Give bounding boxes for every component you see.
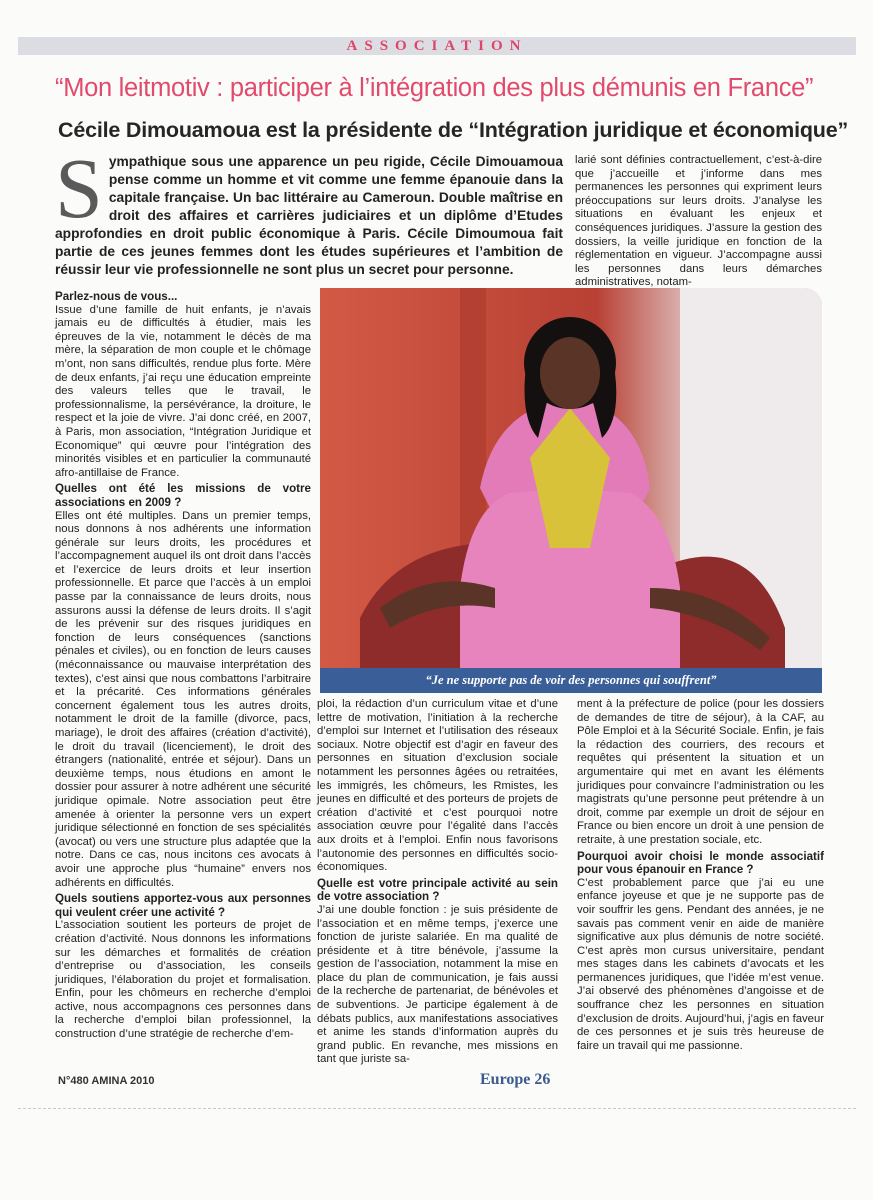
photo-caption: “Je ne supporte pas de voir des personnes qui souffrent”	[425, 673, 717, 687]
section-page-number: Europe 26	[480, 1071, 551, 1088]
headline: “Mon leitmotiv : participer à l’intégration des plus démunis en France”	[55, 74, 814, 102]
article-column-3	[575, 154, 822, 290]
section-label: ASSOCIATION	[346, 38, 528, 54]
answer-4: J’ai une double fonction : je suis présidente de l’association et en même temps, j’exerce une fonction de juriste salariée. En ma qualité de présidente et à titre bénévole, j’assume la gestion de l’association, notamment la mise en place du plan de communication, je fais aussi de la recherche de partenariat, de bénévoles et de subventions. Je participe également à de débats publics, aux manifestations associatives et anime les stands d’information auprès du grand public. En revanche, mes missions en tant que juriste sa-	[317, 903, 558, 1066]
photo-caption-bar	[320, 668, 822, 693]
dropcap: S	[55, 140, 103, 236]
section-banner	[18, 37, 856, 55]
article-column-2	[317, 698, 558, 1067]
answer-5: C’est probablement parce que j’ai eu une enfance joyeuse et que je ne supporte pas de voir souffrir les gens. Pendant des années, je ne savais pas comment venir en aide de manière significative aux plus démunis de notre société. C’est après mon cursus universitaire, pendant mes stages dans les cabinets d’avocats et les permanences juridiques, que l’idée m’est venue. J’ai observé des phénomènes d’angoisse et de souffrance chez les personnes en situation d’exclusion de droits. Aujourd’hui, j’agis en faveur de ces personnes et je suis très heureuse de faire un travail qui me passionne.	[577, 876, 824, 1052]
answer-3-continued: ploi, la rédaction d’un curriculum vitae et d’une lettre de motivation, l’initiation à la recherche d’emploi sur Internet et l’utilisation des réseaux sociaux. Notre objectif est d’agir en faveur des personnes en situation d’exclusion sociale notamment les personnes âgées ou retraitées, les immigrés, les chômeurs, les Rmistes, les jeunes en difficulté et des porteurs de projets de création d’activité et c’est pourquoi notre association œuvre pour l’égalité dans l’accès aux droits et à l’emploi. Enfin nous favorisons l’autonomie des personnes en difficultés socio-économiques.	[317, 698, 558, 874]
question-5: Pourquoi avoir choisi le monde associatif pour vous épanouir en France ?	[577, 849, 824, 877]
answer-2: Elles ont été multiples. Dans un premier temps, nous donnons à nos adhérents une information générale sur leurs droits, les procédures et l’accompagnement auquel ils ont droit dans l’accès et l’exercice de leurs droits et leur insertion professionnelle. Et parce que l’accès à un emploi passe par la connaissance de leurs droits, nous assurons aussi la défense de leurs droits. Il s’agit de les prévenir sur des risques juridiques en fonction de leurs conséquences (sanctions pénales et civiles), ou en fonction de leurs causes (méconnaissance ou mauvaise interprétation des textes), c’est ainsi que nous combattons l’arbitraire et la précarité. Ces informations générales concernent également tous les autres droits, notamment le droit de la famille (divorce, pacs, mariage), le droit des affaires (création d’activité), le droit du travail (licenciement), le droit des étrangers (nationalité, entrée et séjour). Dans un deuxième temps, nous étudions en amont le dossier pour assurer à notre adhérent une sécurité juridique opimale. Notre association peut être amenée à orienter la personne vers un expert juridique sélectionné en fonction de ses spécialités (avocat) ou vers une structure plus adaptée que la notre. Dans ce cas, nous incitons ces avocats à avoir une approche plus “humaine” envers nos adhérents en difficultés.	[55, 509, 311, 889]
article-column-4	[577, 698, 824, 1053]
bottom-divider	[18, 1108, 856, 1110]
question-2: Quelles ont été les missions de votre associations en 2009 ?	[55, 482, 311, 509]
question-3: Quels soutiens apportez-vous aux personnes qui veulent créer une activité ?	[55, 892, 311, 919]
intro-text: ympathique sous une apparence un peu rigide, Cécile Dimouamoua pense comme un homme et vit comme une femme épanouie dans la capitale française. Un bac littéraire au Cameroun. Double maîtrise en droit des affaires et carrières judiciaires et un diplôme d’Etudes approfondies en droit public économique à Paris. Cécile Dimoumoua fait partie de ces jeunes femmes dont les études supérieures et l’ambition de réussir leur vie professionnelle ne sont plus un secret pour personne.	[55, 154, 563, 277]
portrait-illustration	[320, 288, 822, 693]
answer-4-continued-2: ment à la préfecture de police (pour les dossiers de demandes de titre de séjour), à la CAF, au Pôle Emploi et à la Sécurité Sociale. Enfin, je fais la rédaction des courriers, des recours et requêtes qui présentent la situation et un argumentaire qui met en avant les éléments juridiques pour convaincre l’administration ou les magistrats qu’une personne peut prétendre à un droit, comme par exemple un droit de séjour en France ou bien encore un droit à une pension de retraite, à une prestation sociale, etc.	[577, 698, 824, 846]
intro-paragraph	[55, 140, 563, 279]
question-4: Quelle est votre principale activité au sein de votre association ?	[317, 876, 558, 904]
answer-1: Issue d’une famille de huit enfants, je n’avais jamais eu de difficultés à étudier, mais les épreuves de la vie, notamment le décès de ma mère, la séparation de mon couple et le chômage m’ont, non sans difficultés, rendue plus forte. Mère de deux enfants, j’ai reçu une éducation empreinte des valeurs telles que le travail, le professionnalisme, la persévérance, la droiture, le respect et la joie de vivre. J’ai donc créé, en 2007, à Paris, mon association, “Intégration Juridique et Economique” qui œuvre pour l’intégration des minorités visibles et en particulier la communauté afro-antillaise de France.	[55, 303, 311, 479]
answer-4-continued: larié sont définies contractuellement, c’est-à-dire que j’accueille et j’informe dans mes permanences les personnes qui expriment leurs préoccupations sur leurs droits. J’analyse les situations en évaluant les enjeux et conséquences juridiques. J’assure la gestion des dossiers, la veille juridique en fonction de la réglementation en vigueur. J’accompagne aussi les personnes dans leurs démarches administratives, notam-	[575, 154, 822, 289]
answer-3: L’association soutient les porteurs de projet de création d’activité. Nous donnons les informations sur les démarches et formalités de création d’entreprise ou d’association, les conseils juridiques, l’élaboration du projet et formalisation. Enfin, pour les chômeurs en recherche d’emploi active, nous accompagnons ces personnes dans la recherche d’emploi bilan professionnel, la construction d’une stratégie de recherche d’em-	[55, 919, 311, 1041]
issue-info: N°480 AMINA 2010	[58, 1075, 155, 1087]
article-column-1	[55, 288, 311, 1042]
question-1: Parlez-nous de vous...	[55, 290, 178, 303]
subheadline: Cécile Dimouamoua est la présidente de “Intégration juridique et économique”	[58, 118, 849, 142]
portrait-photo	[320, 288, 822, 693]
